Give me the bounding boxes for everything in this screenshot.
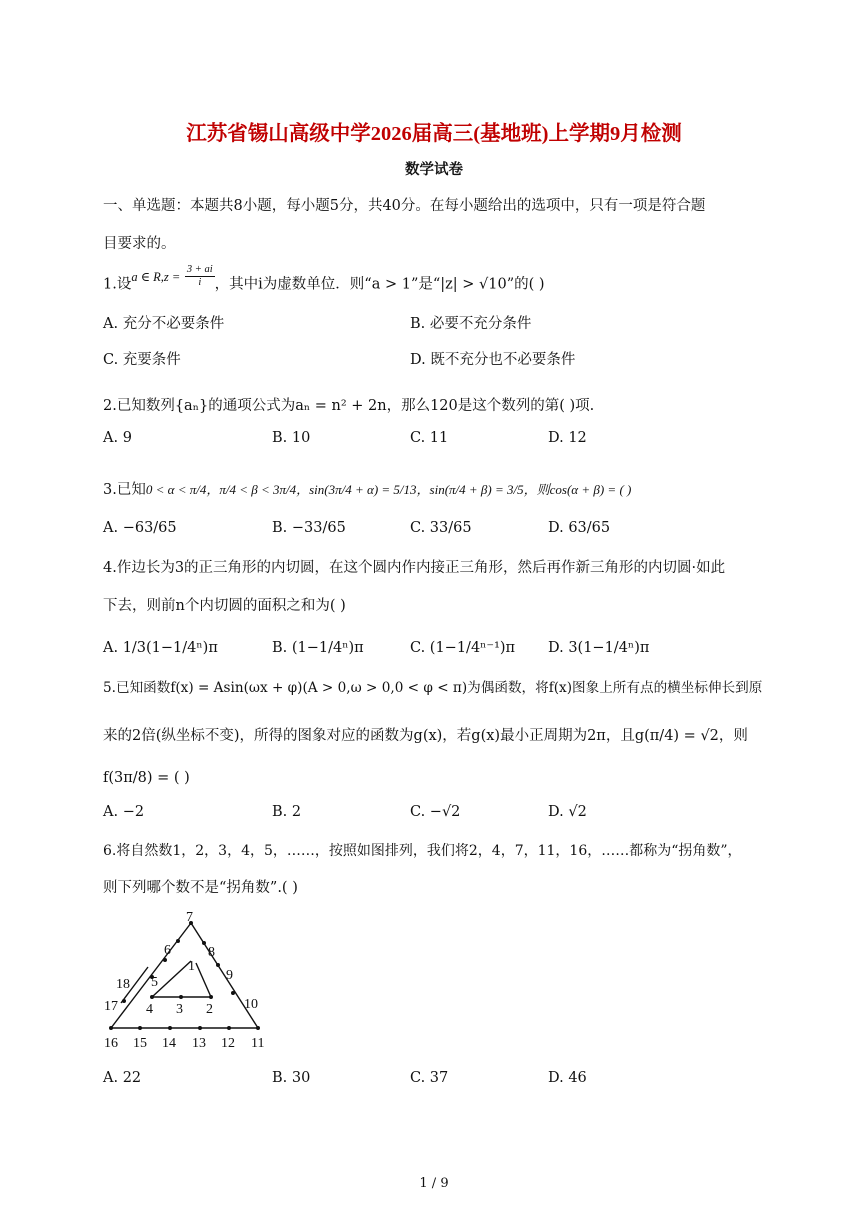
q4-stem-line1: 4.作边长为3的正三角形的内切圆，在这个圆内作内接正三角形，然后再作新三角形的内切圆·如此	[103, 560, 726, 576]
q2-stem: 2.已知数列{aₙ}的通项公式为aₙ = n² + 2n，那么120是这个数列的第( )项.	[103, 398, 595, 414]
q1-option-c[interactable]: C. 充要条件	[103, 352, 181, 368]
fig-label-11: 11	[251, 1036, 265, 1051]
q2-option-c[interactable]: C. 11	[410, 430, 449, 446]
q1-frac-num: 3 + ai	[186, 264, 213, 275]
fig-label-1: 1	[188, 959, 195, 974]
q2-option-b[interactable]: B. 10	[272, 430, 311, 446]
q1-stem	[103, 264, 545, 297]
q5-option-b[interactable]: B. 2	[272, 804, 302, 820]
q6-stem-line1: 6.将自然数1，2，3，4，5，……，按照如图排列，我们将2，4，7，11，16，……都称为“拐角数”，	[103, 843, 742, 859]
q3-stem	[103, 478, 631, 499]
q4-stem-line2: 下去，则前n个内切圆的面积之和为( )	[103, 598, 346, 614]
q1-fraction	[185, 264, 215, 289]
q2-option-d[interactable]: D. 12	[548, 430, 587, 446]
fig-label-12: 12	[221, 1036, 235, 1051]
q1-option-d[interactable]: D. 既不充分也不必要条件	[410, 352, 576, 368]
fig-label-4: 4	[146, 1002, 153, 1017]
fig-label-9: 9	[226, 968, 233, 983]
q3-condition: 0 < α < π/4，π/4 < β < 3π/4，sin(3π/4 + α) = 5/13，sin(π/4 + β) = 3/5，则cos(α + β) = ( )	[145, 482, 632, 497]
q5-stem-line3: f(3π/8) = ( )	[103, 770, 190, 786]
q4-option-d[interactable]: D. 3(1−1/4ⁿ)π	[548, 640, 650, 656]
fig-label-17: 17	[104, 999, 118, 1014]
q3-prefix: 3.已知	[103, 482, 146, 498]
q4-option-c[interactable]: C. (1−1/4ⁿ⁻¹)π	[410, 640, 516, 656]
q1-text: ，其中i为虚数单位．则“a > 1”是“|z| > √10”的( )	[214, 276, 545, 293]
q3-option-c[interactable]: C. 33/65	[410, 520, 472, 536]
section-instructions-line2: 目要求的。	[103, 236, 176, 252]
q1-option-b[interactable]: B. 必要不充分条件	[410, 316, 532, 332]
fig-label-5: 5	[151, 975, 158, 990]
fig-label-13: 13	[192, 1036, 206, 1051]
exam-subtitle: 数学试卷	[405, 161, 463, 178]
fig-label-3: 3	[176, 1002, 183, 1017]
fig-label-6: 6	[164, 943, 171, 958]
q6-option-b[interactable]: B. 30	[272, 1070, 311, 1086]
section-instructions-line1: 一、单选题：本题共8小题，每小题5分，共40分。在每小题给出的选项中，只有一项是符合题	[103, 198, 706, 214]
q4-option-b[interactable]: B. (1−1/4ⁿ)π	[272, 640, 364, 656]
q5-option-a[interactable]: A. −2	[103, 804, 145, 820]
q6-option-d[interactable]: D. 46	[548, 1070, 587, 1086]
q1-math: a ∈ R,z =	[131, 269, 181, 284]
q2-option-a[interactable]: A. 9	[103, 430, 132, 446]
page-number: 1 / 9	[419, 1176, 449, 1191]
q1-frac-den: i	[198, 277, 202, 288]
q6-option-a[interactable]: A. 22	[103, 1070, 142, 1086]
exam-title: 江苏省锡山高级中学2026届高三(基地班)上学期9月检测	[186, 123, 682, 145]
fig-label-18: 18	[116, 977, 130, 992]
q4-option-a[interactable]: A. 1/3(1−1/4ⁿ)π	[103, 640, 218, 656]
q6-triangle-figure	[96, 905, 276, 1055]
q3-option-d[interactable]: D. 63/65	[548, 520, 611, 536]
q6-stem-line2: 则下列哪个数不是“拐角数”.( )	[103, 880, 298, 896]
q3-option-a[interactable]: A. −63/65	[103, 520, 177, 536]
q1-prefix: 1.设	[103, 276, 132, 293]
fig-label-8: 8	[208, 945, 215, 960]
q5-option-c[interactable]: C. −√2	[410, 804, 461, 820]
q6-option-c[interactable]: C. 37	[410, 1070, 449, 1086]
fig-label-14: 14	[162, 1036, 176, 1051]
fig-label-7: 7	[186, 910, 193, 925]
fig-label-15: 15	[133, 1036, 147, 1051]
fig-label-2: 2	[206, 1002, 213, 1017]
q5-stem-line2: 来的2倍(纵坐标不变)，所得的图象对应的函数为g(x)，若g(x)最小正周期为2π，且g(π/4) = √2，则	[103, 728, 748, 744]
q3-option-b[interactable]: B. −33/65	[272, 520, 346, 536]
q5-stem-line1: 5.已知函数f(x) = Asin(ωx + φ)(A > 0,ω > 0,0 < φ < π)为偶函数，将f(x)图象上所有点的横坐标伸长到原	[103, 680, 763, 696]
fig-label-10: 10	[244, 997, 258, 1012]
q5-option-d[interactable]: D. √2	[548, 804, 587, 820]
q1-option-a[interactable]: A. 充分不必要条件	[103, 316, 225, 332]
fig-label-16: 16	[104, 1036, 118, 1051]
